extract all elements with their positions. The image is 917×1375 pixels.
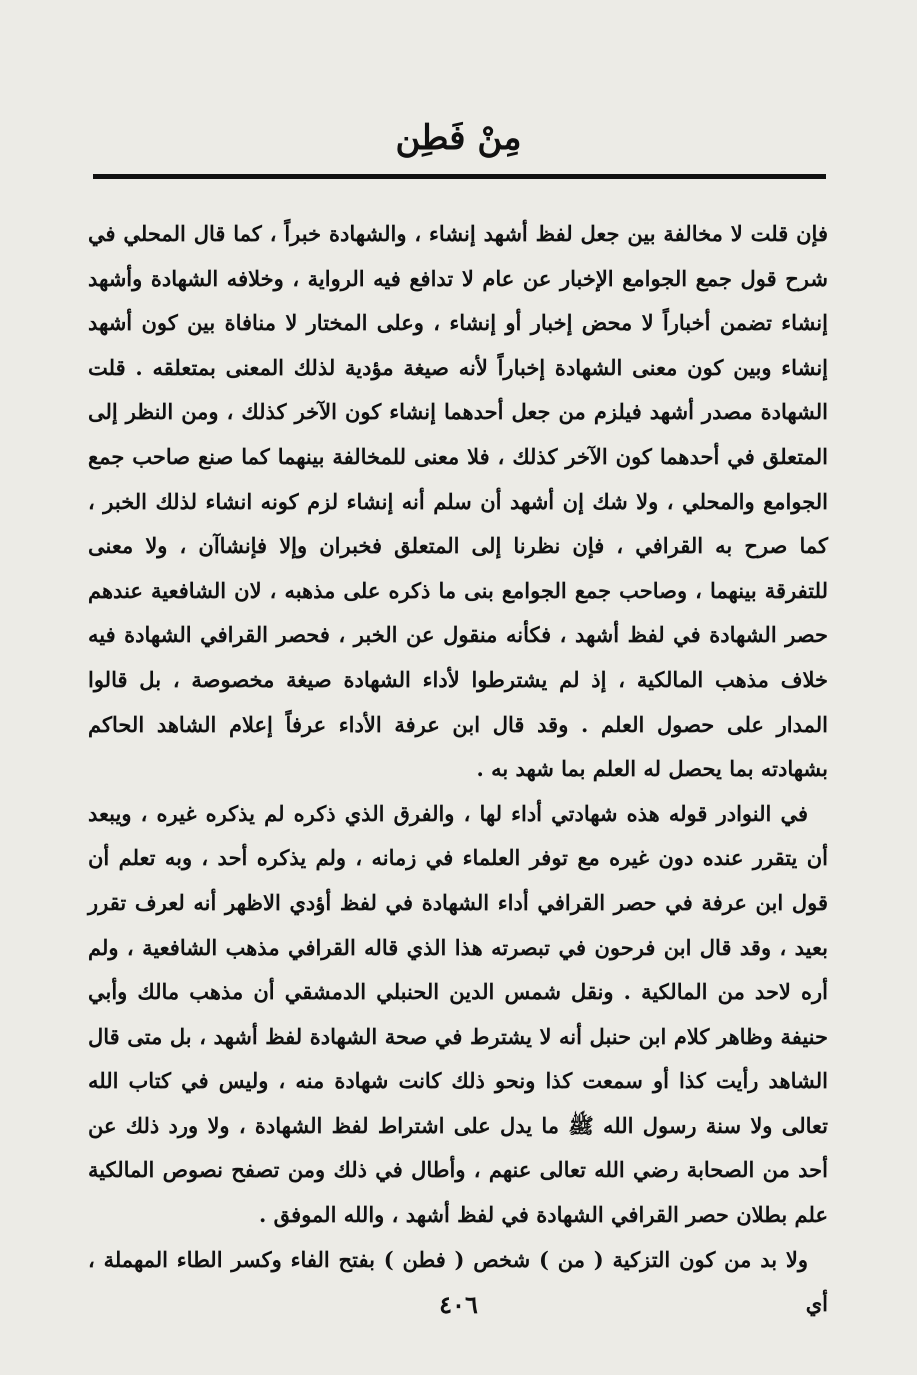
page-header-title: مِنْ فَطِن — [395, 118, 522, 158]
paragraph-3: ولا بد من كون التزكية ( من ) شخص ( فطن ) بفتح الفاء وكسر الطاء المهملة ، أي — [88, 1246, 828, 1317]
paragraph-1: فإن قلت لا مخالفة بين جعل لفظ أشهد إنشاء ، والشهادة خبراً ، كما قال المحلي في شرح قول جمع الجوامع الإخبار عن عام لا تدافع فيه الرواية ، وخلافه الشهادة وأشهد إنشاء تضمن أخباراً لا محض إخبار أو إنشاء ، وعلى المختار لا منافاة بين كون أشهد إنشاء وبين كون معنى الشهادة إخباراً لأنه صيغة مؤدية لذلك المعنى بمتعلقه . قلت الشهادة مصدر أشهد فيلزم من جعل أحدهما إنشاء كون الآخر كذلك ، ومن النظر إلى المتعلق في أحدهما كون الآخر كذلك ، فلا معنى للمخالفة بينهما كما صنع صاحب جمع الجوامع والمحلي ، ولا شك إن أشهد أن سلم أنه إنشاء لزم كونه انشاء لذلك الخبر ، كما صرح به القرافي ، فإن نظرنا إلى المتعلق فخبران وإلا فإنشاآن ، ولا معنى للتفرقة بينهما ، وصاحب جمع الجوامع بنى ما ذكره على مذهبه ، لان الشافعية عندهم حصر الشهادة في لفظ أشهد ، فكأنه منقول عن الخبر ، فحصر القرافي الشهادة فيه خلاف مذهب المالكية ، إذ لم يشترطوا لأداء الشهادة صيغة مخصوصة ، بل قالوا المدار على حصول العلم . وقد قال ابن عرفة الأداء عرفاً إعلام الشاهد الحاكم بشهادته بما يحصل له العلم بما شهد به . — [88, 221, 828, 782]
paragraph-2: في النوادر قوله هذه شهادتي أداء لها ، والفرق الذي ذكره لم يذكره غيره ، ويبعد أن يتقرر عنده دون غيره مع توفر العلماء في زمانه ، ولم يذكره أحد ، وبه تعلم أن قول ابن عرفة في حصر القرافي أداء الشهادة في لفظ أؤدي الاظهر أنه لعرف تقرر بعيد ، وقد قال ابن فرحون في تبصرته هذا الذي قاله القرافي مذهب الشافعية ، ولم أره لاحد من المالكية . ونقل شمس الدين الحنبلي الدمشقي أن مذهب مالك وأبي حنيفة وظاهر كلام ابن حنبل أنه لا يشترط في صحة الشهادة لفظ أشهد ، بل متى قال الشاهد رأيت كذا أو سمعت كذا ونحو ذلك كانت شهادة منه ، وليس في كتاب الله تعالى ولا سنة رسول الله ﷺ ما يدل على اشتراط لفظ الشهادة ، ولا ورد ذلك عن أحد من الصحابة رضي الله تعالى عنهم ، وأطال في ذلك ومن تصفح نصوص المالكية علم بطلان حصر القرافي الشهادة في لفظ أشهد ، والله الموفق . — [88, 800, 828, 1228]
page-number: ٤٠٦ — [439, 1290, 478, 1319]
body-text — [88, 212, 828, 1327]
header-rule — [93, 174, 826, 179]
